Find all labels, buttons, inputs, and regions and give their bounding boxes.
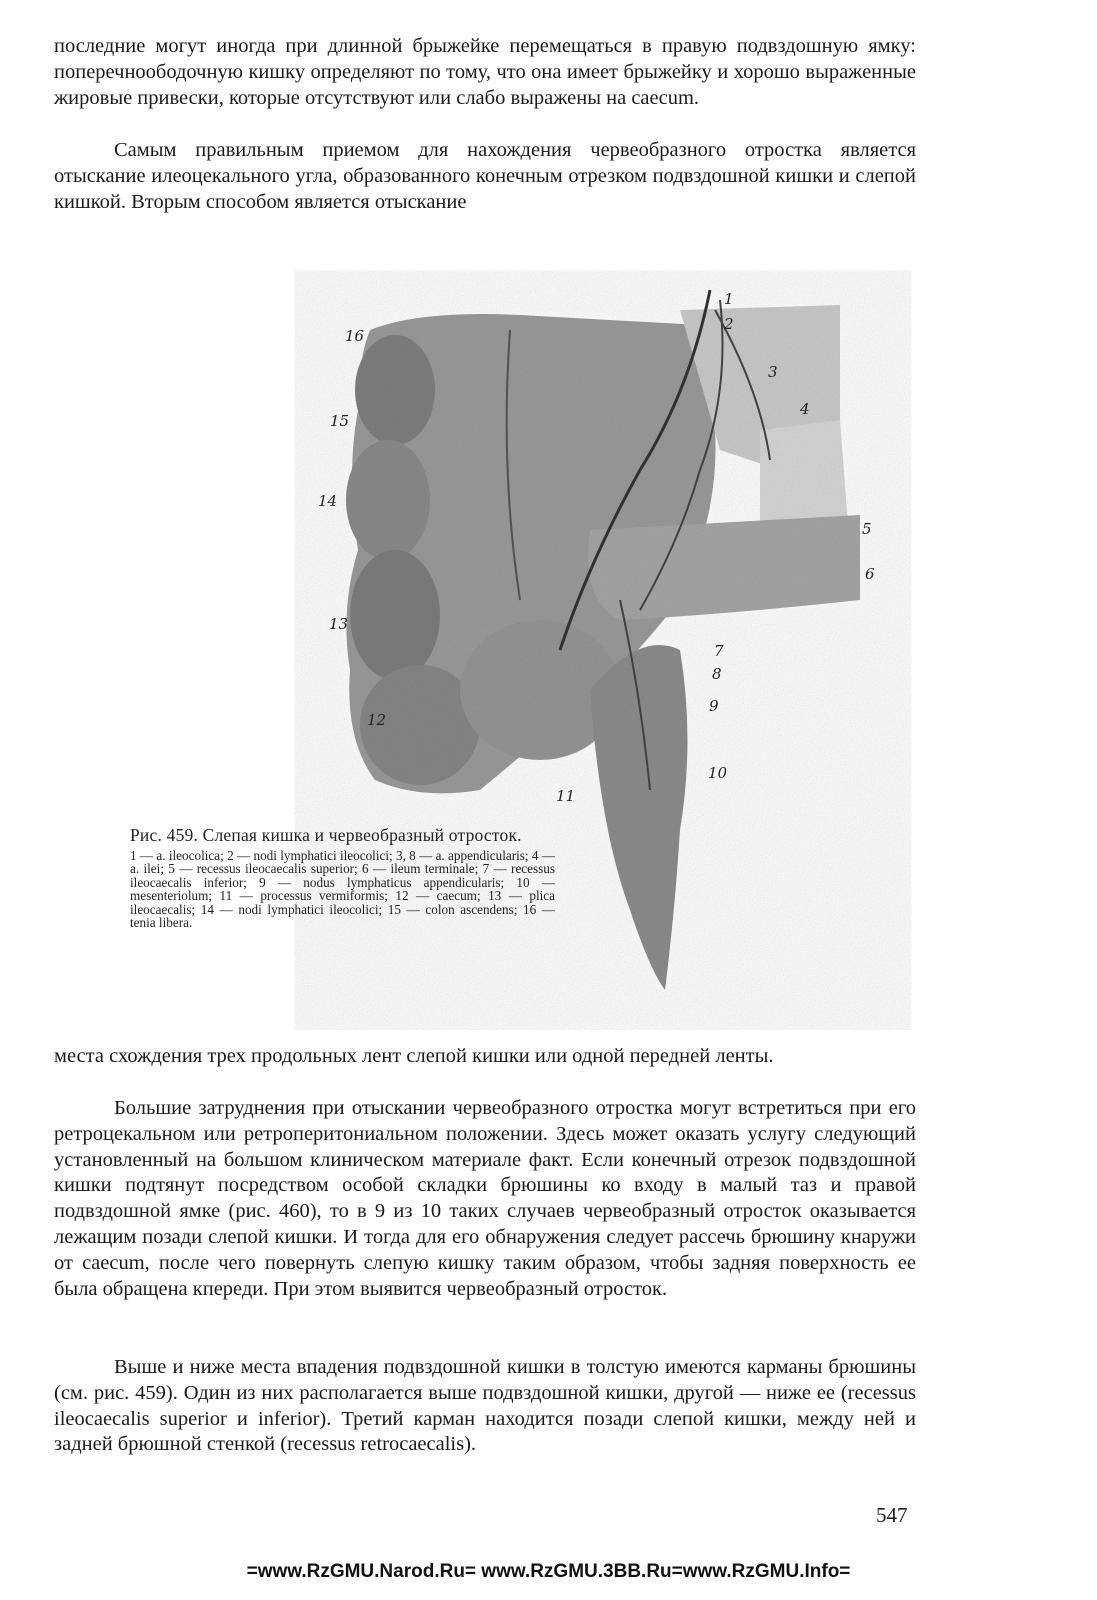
figure-label-12: 12 [367, 711, 387, 729]
figure-caption-title: Рис. 459. Слепая кишка и червеобразный отросток. [130, 825, 522, 845]
figure-label-14: 14 [318, 492, 338, 510]
paragraph-1: последние могут иногда при длинной брыжейке перемещаться в правую подвздошную ямку: поперечноободочную кишку определяют по тому, что она имеет брыжейку и хорошо выраженные жировые привески, которые отсутствуют или слабо выражены на caecum. [54, 35, 916, 109]
figure-label-1: 1 [724, 290, 734, 308]
figure-label-15: 15 [330, 412, 350, 430]
figure-label-13: 13 [329, 615, 349, 633]
figure-label-6: 6 [865, 565, 875, 583]
figure-label-5: 5 [862, 520, 872, 538]
paragraph-3: места схождения трех продольных лент слепой кишки или одной передней ленты. [54, 1045, 774, 1067]
figure-label-2: 2 [724, 315, 734, 333]
figure-label-16: 16 [345, 327, 365, 345]
figure-label-7: 7 [714, 642, 724, 660]
figure-caption-legend: 1 — a. ileocolica; 2 — nodi lymphatici ileocolici; 3, 8 — a. appendicularis; 4 — a. ilei; 5 — recessus ileocaecalis superior; 6 — ileum terminale; 7 — recessus ileocaecalis inferior; 9 — nodus lymphaticus appendicularis; 10 — mesenteriolum; 11 — processus vermiformis; 12 — caecum; 13 — plica ileocaecalis; 14 — nodi lymphatici ileocolici; 15 — colon ascendens; 16 — tenia libera. [130, 848, 555, 931]
figure-caption [130, 826, 555, 929]
footer-watermark: =www.RzGMU.Narod.Ru= www.RzGMU.3BB.Ru=www.RzGMU.Info= [246, 1561, 851, 1582]
figure-label-11: 11 [556, 787, 576, 805]
figure-label-8: 8 [712, 665, 722, 683]
figure-label-9: 9 [709, 697, 719, 715]
figure-label-3: 3 [768, 363, 778, 381]
page-number: 547 [876, 1503, 908, 1527]
figure-label-4: 4 [800, 400, 810, 418]
paragraph-5: Выше и ниже места впадения подвздошной кишки в толстую имеются карманы брюшины (см. рис. 459). Один из них располагается выше подвздошной кишки, другой — ниже ее (recessus ileocaecalis superior и inferior). Третий карман находится позади слепой кишки, между ней и задней брюшной стенкой (recessus retrocaecalis). [54, 1356, 916, 1456]
paragraph-2: Самым правильным приемом для нахождения червеобразного отростка является отыскание илеоцекального угла, образованного конечным отрезком подвздошной кишки и слепой кишкой. Вторым способом является отыскание [54, 139, 916, 213]
paragraph-4: Большие затруднения при отыскании червеобразного отростка могут встретиться при его ретроцекальном или ретроперитониальном положении. Здесь может оказать услугу следующий установленный на большом клиническом материале факт. Если конечный отрезок подвздошной кишки подтянут посредством особой складки брюшины ко входу в малый таз и правой подвздошной ямке (рис. 460), то в 9 из 10 таких случаев червеобразный отросток оказывается лежащим позади слепой кишки. И тогда для его обнаружения следует рассечь брюшину кнаружи от caecum, после чего повернуть слепую кишку таким образом, чтобы задняя поверхность ее была обращена кпереди. При этом выявится червеобразный отросток. [54, 1097, 916, 1300]
figure-label-10: 10 [708, 764, 728, 782]
